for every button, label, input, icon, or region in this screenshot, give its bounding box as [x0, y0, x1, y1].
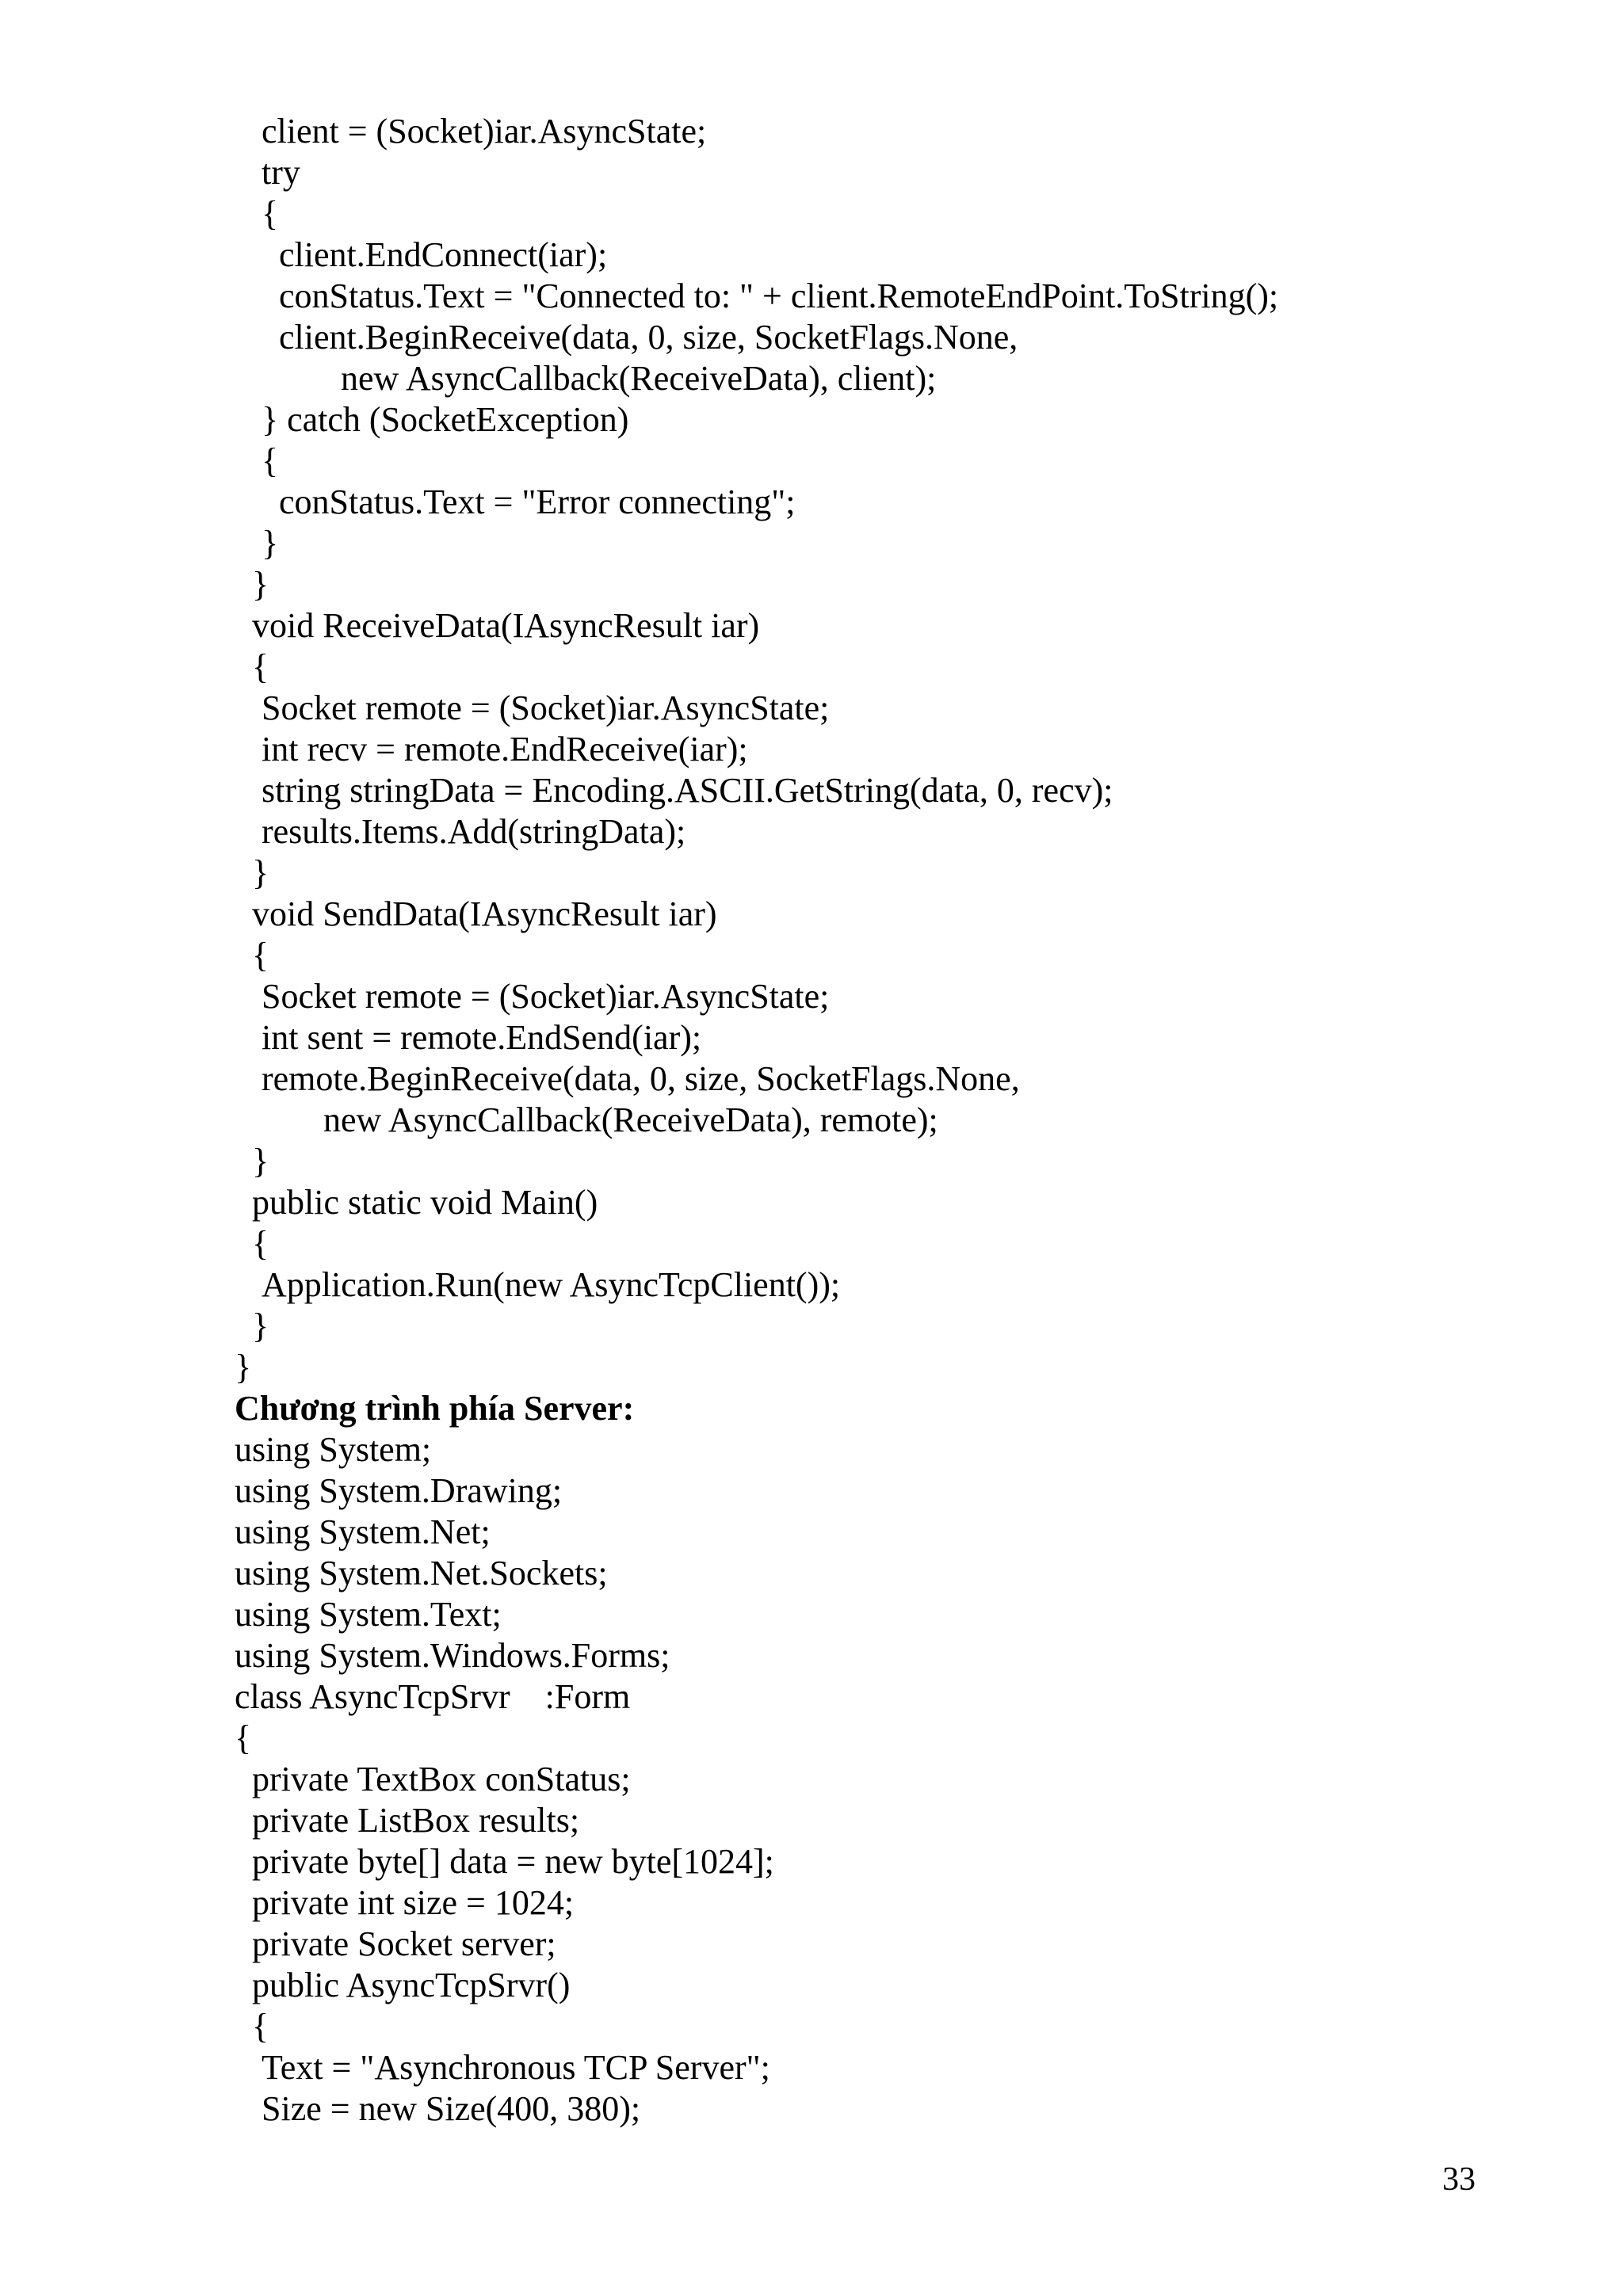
code-line: void SendData(IAsyncResult iar): [252, 894, 717, 933]
code-line: class AsyncTcpSrvr :Form: [235, 1677, 631, 1716]
code-line: using System.Net.Sockets;: [235, 1554, 608, 1592]
code-line: {: [252, 1224, 269, 1263]
code-line: conStatus.Text = "Error connecting";: [279, 482, 796, 521]
code-line: new AsyncCallback(ReceiveData), client);: [341, 359, 937, 398]
code-line: Socket remote = (Socket)iar.AsyncState;: [262, 688, 830, 727]
code-line: Text = "Asynchronous TCP Server";: [262, 2048, 770, 2087]
code-line: string stringData = Encoding.ASCII.GetString(data, 0, recv);: [262, 771, 1113, 810]
code-line: private byte[] data = new byte[1024];: [252, 1842, 774, 1881]
code-line: results.Items.Add(stringData);: [262, 812, 686, 851]
code-line: void ReceiveData(IAsyncResult iar): [252, 606, 760, 645]
code-line: {: [252, 647, 269, 686]
code-line: {: [262, 441, 279, 480]
code-line: using System.Drawing;: [235, 1471, 563, 1510]
code-line: private TextBox conStatus;: [252, 1760, 631, 1798]
code-line: int sent = remote.EndSend(iar);: [262, 1018, 702, 1057]
code-line: remote.BeginReceive(data, 0, size, SocketFlags.None,: [262, 1059, 1020, 1098]
code-line: public AsyncTcpSrvr(): [252, 1966, 571, 2004]
code-line: private int size = 1024;: [252, 1883, 575, 1922]
code-line: client = (Socket)iar.AsyncState;: [262, 112, 707, 151]
code-line: using System;: [235, 1430, 432, 1469]
code-line: private ListBox results;: [252, 1801, 580, 1840]
code-line: client.BeginReceive(data, 0, size, SocketFlags.None,: [279, 318, 1018, 357]
code-line: new AsyncCallback(ReceiveData), remote);: [323, 1100, 938, 1139]
page-number: 33: [1442, 2161, 1476, 2198]
code-line: Application.Run(new AsyncTcpClient());: [262, 1265, 841, 1304]
code-line: Socket remote = (Socket)iar.AsyncState;: [262, 977, 830, 1016]
code-line: {: [235, 1718, 252, 1757]
code-line: {: [262, 194, 279, 233]
code-line: using System.Text;: [235, 1595, 502, 1634]
code-line: {: [252, 936, 269, 974]
code-line: {: [252, 2007, 269, 2046]
code-line: Size = new Size(400, 380);: [262, 2089, 641, 2128]
code-line: using System.Net;: [235, 1512, 491, 1551]
code-line: using System.Windows.Forms;: [235, 1636, 670, 1675]
code-line: }: [252, 1142, 269, 1180]
code-line: client.EndConnect(iar);: [279, 235, 608, 274]
code-line: public static void Main(): [252, 1183, 598, 1222]
code-line: }: [252, 853, 269, 892]
code-line: int recv = remote.EndReceive(iar);: [262, 730, 748, 769]
code-line: try: [262, 153, 300, 192]
code-line: }: [252, 565, 269, 604]
code-line: }: [262, 524, 279, 563]
code-line: }: [252, 1306, 269, 1345]
section-heading: Chương trình phía Server:: [235, 1389, 635, 1428]
code-line: conStatus.Text = "Connected to: " + client.RemoteEndPoint.ToString();: [279, 277, 1279, 315]
code-line: private Socket server;: [252, 1924, 556, 1963]
code-line: } catch (SocketException): [262, 400, 629, 439]
code-line: }: [235, 1348, 252, 1386]
